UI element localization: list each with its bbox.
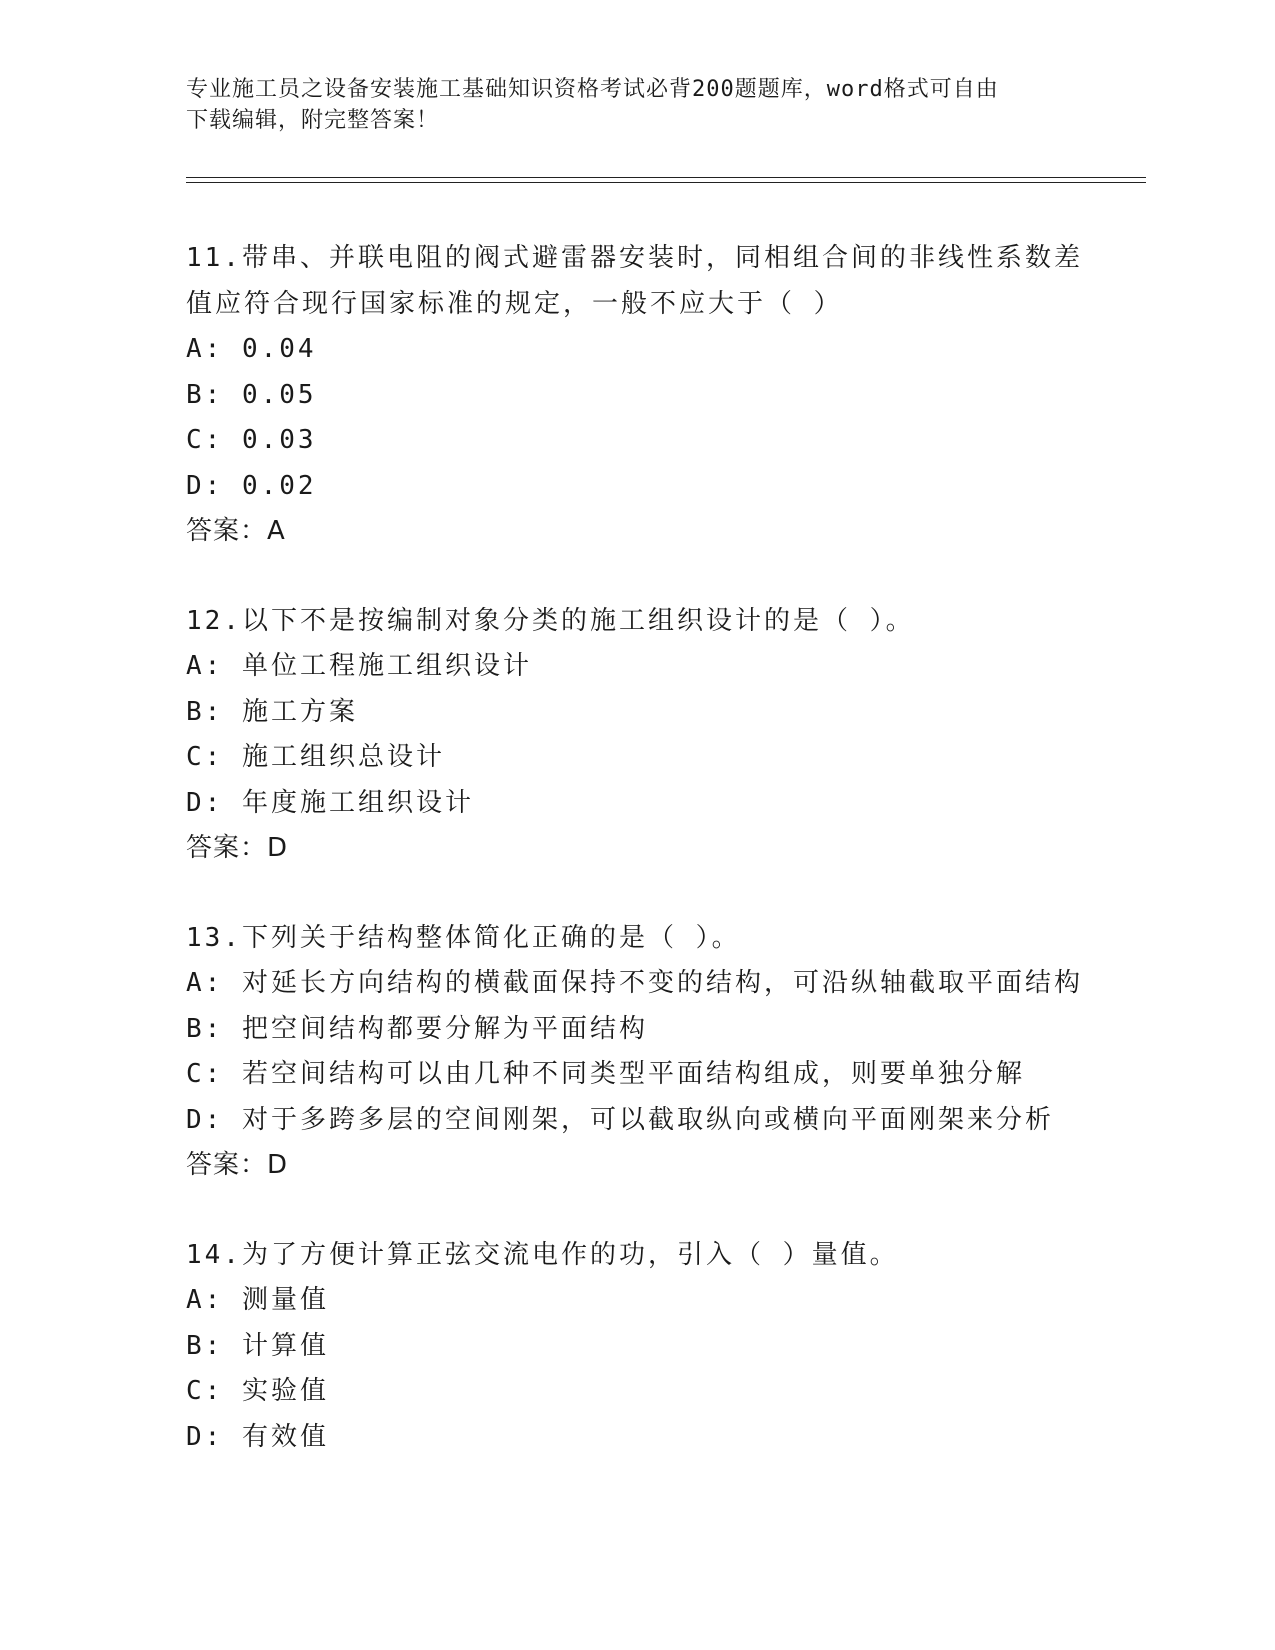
header-line-2: 下载编辑，附完整答案！	[186, 108, 440, 133]
option-a: A: 测量值	[186, 1285, 329, 1315]
option-b: B: 计算值	[186, 1330, 329, 1361]
question-list	[186, 236, 1086, 1504]
option-b: B: 施工方案	[186, 696, 358, 727]
question-stem: 12.以下不是按编制对象分类的施工组织设计的是（ ）。	[186, 605, 915, 636]
question-14	[186, 1233, 1086, 1461]
question-11	[186, 236, 1086, 555]
answer: 答案：D	[186, 1150, 289, 1180]
option-d: D: 对于多跨多层的空间刚架，可以截取纵向或横向平面刚架来分析	[186, 1104, 1054, 1135]
option-d: D: 年度施工组织设计	[186, 787, 474, 818]
option-b: B: 把空间结构都要分解为平面结构	[186, 1013, 648, 1044]
option-d: D: 有效值	[186, 1421, 329, 1452]
option-c: C: 施工组织总设计	[186, 742, 445, 772]
option-d: D: 0.02	[186, 470, 317, 501]
header-divider-bottom	[186, 182, 1146, 183]
option-c: C: 若空间结构可以由几种不同类型平面结构组成，则要单独分解	[186, 1059, 1025, 1089]
option-a: A: 单位工程施工组织设计	[186, 651, 532, 681]
answer: 答案：A	[186, 516, 286, 546]
option-b: B: 0.05	[186, 379, 317, 410]
header-line-1: 专业施工员之设备安装施工基础知识资格考试必背200题题库，word格式可自由	[186, 77, 999, 102]
question-stem: 14.为了方便计算正弦交流电作的功，引入（ ）量值。	[186, 1239, 899, 1270]
header-divider-top	[186, 177, 1146, 178]
question-stem: 11.带串、并联电阻的阀式避雷器安装时，同相组合间的非线性系数差	[186, 243, 1083, 273]
answer: 答案：D	[186, 833, 289, 863]
option-a: A: 0.04	[186, 334, 317, 364]
document-header	[186, 74, 1086, 136]
option-a: A: 对延长方向结构的横截面保持不变的结构，可沿纵轴截取平面结构	[186, 968, 1083, 998]
question-stem: 13.下列关于结构整体简化正确的是（ ）。	[186, 922, 741, 953]
question-13	[186, 916, 1086, 1189]
option-c: C: 实验值	[186, 1376, 329, 1406]
question-12	[186, 599, 1086, 872]
option-c: C: 0.03	[186, 425, 317, 455]
question-stem-continued: 值应符合现行国家标准的规定，一般不应大于（ ）	[186, 288, 843, 319]
